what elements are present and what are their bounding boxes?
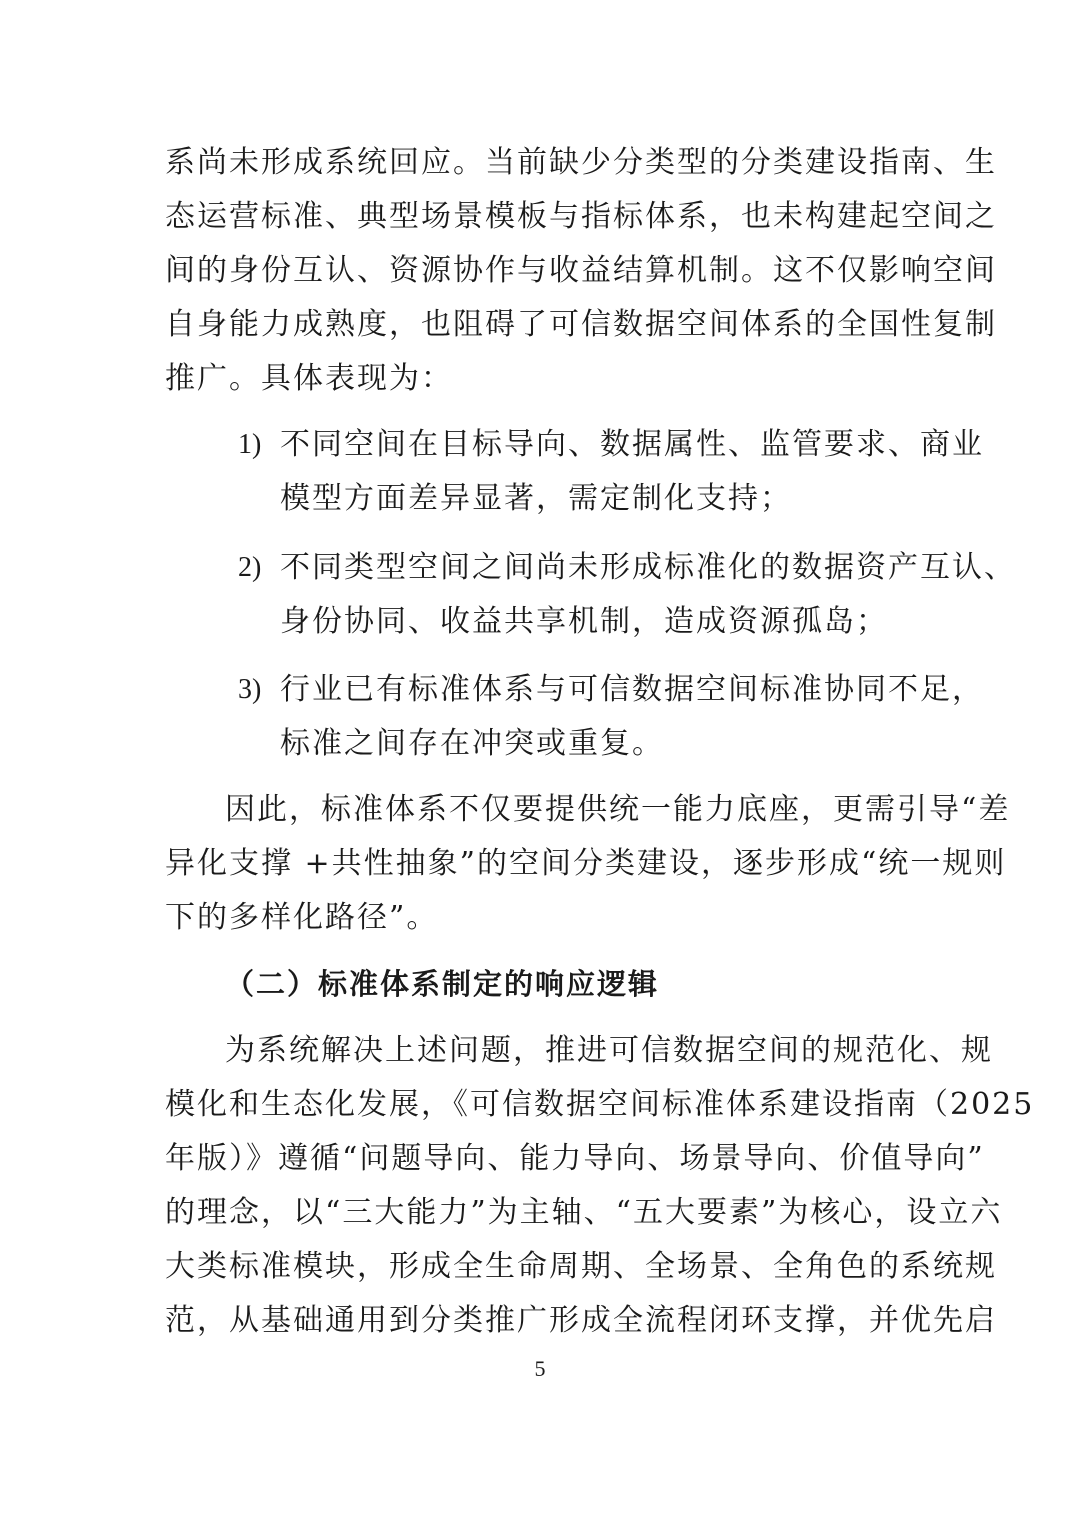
text-line: 推广。具体表现为：	[165, 361, 453, 396]
text-line: 下的多样化路径”。	[165, 900, 439, 935]
list-item-number: 2)	[238, 552, 262, 583]
text-line: 异化支撑 +共性抽象”的空间分类建设，逐步形成“统一规则	[165, 846, 1007, 881]
list-item-text: 不同空间在目标导向、数据属性、监管要求、商业	[280, 427, 984, 462]
text-line: 自身能力成熟度，也阻碍了可信数据空间体系的全国性复制	[165, 307, 997, 342]
list-item-text: 标准之间存在冲突或重复。	[280, 726, 664, 761]
text-line: 间的身份互认、资源协作与收益结算机制。这不仅影响空间	[165, 253, 997, 288]
text-line: 大类标准模块，形成全生命周期、全场景、全角色的系统规	[165, 1249, 997, 1284]
text-line: 范，从基础通用到分类推广形成全流程闭环支撑，并优先启	[165, 1303, 997, 1338]
list-item-text: 不同类型空间之间尚未形成标准化的数据资产互认、	[280, 550, 1016, 585]
list-item-text: 模型方面差异显著，需定制化支持；	[280, 481, 792, 516]
list-item-text: 行业已有标准体系与可信数据空间标准协同不足，	[280, 672, 984, 707]
list-item-text: 身份协同、收益共享机制，造成资源孤岛；	[280, 604, 888, 639]
text-line: 模化和生态化发展，《可信数据空间标准体系建设指南（2025	[165, 1087, 1035, 1122]
text-line: 因此，标准体系不仅要提供统一能力底座，更需引导“差	[225, 792, 1011, 827]
text-line: 系尚未形成系统回应。当前缺少分类型的分类建设指南、生	[165, 145, 997, 180]
list-item-number: 3)	[238, 674, 262, 705]
text-line: 的理念，以“三大能力”为主轴、“五大要素”为核心，设立六	[165, 1195, 1003, 1230]
list-item-number: 1)	[238, 429, 262, 460]
text-line: 年版）》遵循“问题导向、能力导向、场景导向、价值导向”	[165, 1141, 985, 1176]
text-line: 为系统解决上述问题，推进可信数据空间的规范化、规	[225, 1033, 993, 1068]
section-heading: （二）标准体系制定的响应逻辑	[225, 967, 660, 1001]
text-line: 态运营标准、典型场景模板与指标体系，也未构建起空间之	[165, 199, 997, 234]
page-number: 5	[534, 1356, 546, 1381]
